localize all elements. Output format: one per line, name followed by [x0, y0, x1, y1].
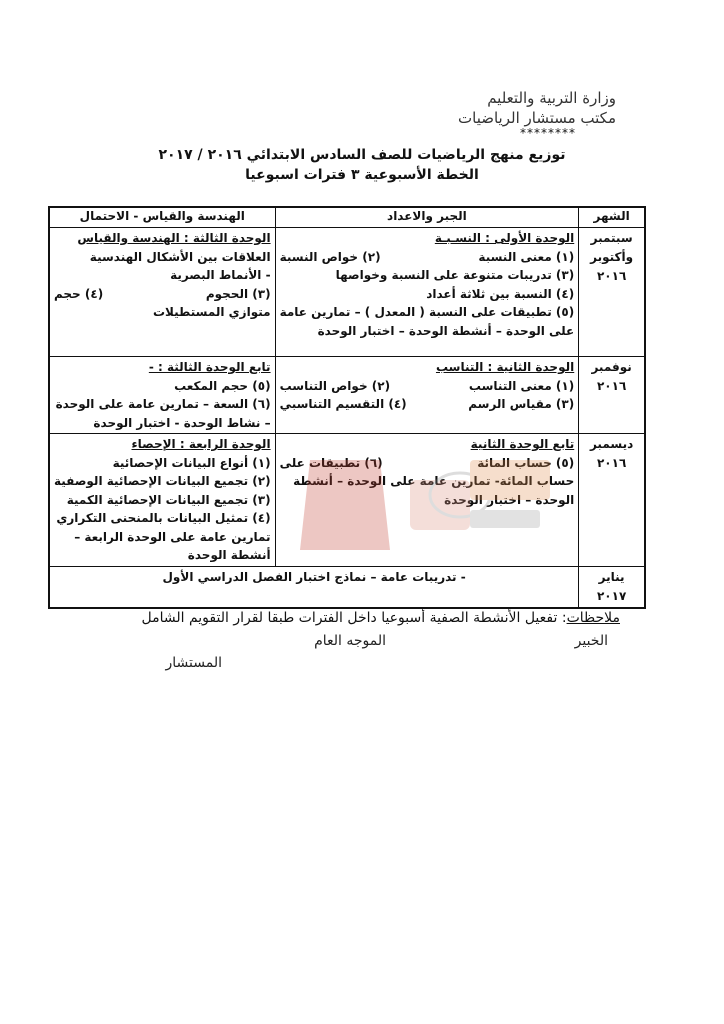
- table-row: [49, 228, 645, 357]
- month-name: ديسمبر: [589, 437, 634, 451]
- lesson-item: (٣) الحجوم: [205, 286, 271, 301]
- lesson-item: (٦) السعة – تمارين عامة على الوحدة: [55, 397, 271, 411]
- lesson-item: (٣) تجميع البيانات الإحصائية الكمية: [66, 492, 271, 507]
- office-name: مكتب مستشار الرياضيات: [458, 109, 616, 127]
- lesson-item: (٤) تمثيل البيانات بالمنحنى التكراري: [56, 511, 271, 525]
- algebra-cell: [275, 228, 579, 357]
- unit-title: تابع الوحدة الثانية: [470, 437, 575, 451]
- month-name: وأكتوبر: [590, 250, 634, 264]
- algebra-cell: [275, 434, 579, 567]
- unit-title: الوحدة الثانية : التناسب: [435, 360, 575, 374]
- unit-title: الوحدة الثالثة : الهندسة والقياس: [77, 231, 271, 245]
- lesson-item: (٦) تطبيقات على: [279, 455, 383, 470]
- geometry-cell: [49, 357, 275, 434]
- lesson-item: (٣) مقياس الرسم: [468, 397, 575, 411]
- document-title: توزيع منهج الرياضيات للصف السادس الابتدائي ٢٠١٦ / ٢٠١٧: [158, 147, 566, 163]
- month-year: ٢٠١٦: [596, 456, 627, 470]
- table-row: [49, 357, 645, 434]
- month-name: نوفمبر: [591, 360, 632, 374]
- month-name: يناير: [598, 570, 625, 584]
- geometry-cell: [49, 434, 275, 567]
- table-header-row: [49, 207, 645, 228]
- month-name: سبتمبر: [590, 231, 633, 245]
- lesson-item: (٢) خواص التناسب: [279, 378, 391, 393]
- lesson-pair: [280, 248, 575, 267]
- lesson-item: (٤) النسبة بين ثلاثة أعداد: [426, 286, 575, 301]
- month-cell: [579, 567, 645, 609]
- lesson-item: (٢) خواص النسبة: [279, 249, 381, 264]
- lesson-item: (٣) تدريبات متنوعة على النسبة وخواصها: [335, 268, 575, 282]
- lesson-item: (٥) حساب المائة: [477, 455, 575, 470]
- lesson-item: (١) أنواع البيانات الإحصائية: [112, 455, 271, 470]
- signature-expert: الخبير: [574, 633, 608, 649]
- ministry-header: [458, 88, 616, 128]
- curriculum-table: [48, 206, 646, 609]
- lesson-item: حساب المائة- تمارين عامة على الوحدة – أنشطة: [293, 474, 575, 488]
- header-month: الشهر: [579, 207, 645, 228]
- header-stars: ********: [520, 126, 576, 140]
- lesson-item: (٢) تجميع البيانات الإحصائية الوصفية: [54, 474, 271, 488]
- lesson-item: (٥) حجم المكعب: [174, 378, 271, 393]
- table-row: [49, 567, 645, 609]
- header-geometry: الهندسة والقياس - الاحتمال: [49, 207, 275, 228]
- document-subtitle: الخطة الأسبوعية ٣ فترات اسبوعيا: [245, 167, 479, 183]
- notes-text: : تفعيل الأنشطة الصفية أسبوعيا داخل الفترات طبقا لقرار التقويم الشامل: [141, 610, 567, 626]
- signature-general-supervisor: الموجه العام: [314, 633, 386, 649]
- lesson-item: على الوحدة – أنشطة الوحدة – اختبار الوحدة: [317, 323, 575, 338]
- lesson-item: أنشطة الوحدة: [187, 548, 271, 562]
- lesson-pair: [280, 454, 575, 473]
- geometry-cell: [49, 228, 275, 357]
- month-cell: [579, 357, 645, 434]
- header-algebra: الجبر والاعداد: [275, 207, 579, 228]
- month-cell: [579, 434, 645, 567]
- algebra-cell: [275, 357, 579, 434]
- table-row: [49, 434, 645, 567]
- lesson-pair: [280, 377, 575, 396]
- lesson-item: (١) معنى النسبة: [478, 249, 575, 264]
- lesson-item: العلاقات بين الأشكال الهندسية: [89, 249, 271, 264]
- month-year: ٢٠١٦: [596, 269, 627, 283]
- lesson-item: - الأنماط البصرية: [170, 268, 271, 282]
- lesson-item: (٤) التقسيم التناسبي: [279, 397, 407, 411]
- notes-line: [142, 610, 621, 626]
- lesson-item: (٥) تطبيقات على النسبة ( المعدل ) – تمارين عامة: [279, 305, 575, 319]
- unit-title: تابع الوحدة الثالثة : -: [148, 360, 271, 374]
- lesson-item: تمارين عامة على الوحدة الرابعة –: [74, 529, 271, 544]
- lesson-item: متوازي المستطيلات: [152, 305, 271, 319]
- notes-label: ملاحظات: [566, 610, 620, 626]
- review-text: - تدريبات عامة – نماذج اختبار الفصل الدراسي الأول: [162, 570, 466, 584]
- lesson-item: الوحدة – اختبار الوحدة: [444, 492, 575, 507]
- lesson-item: (٤) حجم: [54, 286, 104, 301]
- lesson-item: (١) معنى التناسب: [468, 378, 575, 393]
- lesson-pair: [280, 395, 575, 414]
- unit-title: الوحدة الأولى : النسـبـة: [434, 231, 575, 245]
- month-year: ٢٠١٦: [596, 379, 627, 393]
- signature-advisor: المستشار: [165, 655, 222, 671]
- lesson-pair: [54, 285, 271, 304]
- month-year: ٢٠١٧: [596, 589, 627, 603]
- lesson-item: – نشاط الوحدة - اختبار الوحدة: [93, 415, 271, 430]
- ministry-name: وزارة التربية والتعليم: [487, 89, 616, 107]
- unit-title: الوحدة الرابعة : الإحصاء: [131, 437, 271, 451]
- review-cell: [49, 567, 579, 609]
- month-cell: [579, 228, 645, 357]
